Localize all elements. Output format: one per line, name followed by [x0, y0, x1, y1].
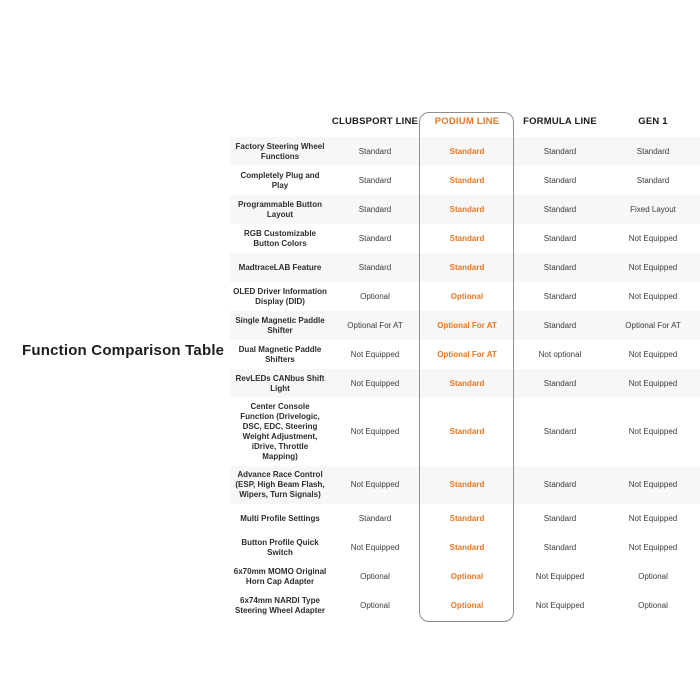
column-header-podium-line: PODIUM LINE — [434, 115, 500, 127]
cell-clubsport-line-value: Not Equipped — [350, 427, 400, 436]
cell-clubsport-line-value: Standard — [358, 175, 392, 185]
feature-label: Completely Plug and Play — [240, 170, 320, 190]
cell-formula-line-value: Standard — [543, 146, 577, 156]
cell-formula-line-value: Not Equipped — [535, 600, 585, 610]
table-row — [230, 282, 700, 311]
table-row — [230, 562, 700, 591]
cell-podium-line-value: Standard — [449, 146, 485, 156]
table-body — [230, 137, 700, 620]
cell-gen-1-value: Optional — [638, 571, 668, 581]
cell-clubsport-line-value: Optional — [360, 571, 390, 581]
feature-label: Dual Magnetic Paddle Shifters — [238, 344, 322, 364]
page-title: Function Comparison Table — [22, 342, 225, 359]
cell-formula-line-value: Standard — [543, 320, 577, 330]
cell-gen-1-value: Optional — [638, 600, 668, 610]
cell-clubsport-line-value: Not Equipped — [350, 378, 400, 388]
cell-gen-1-value: Not Equipped — [628, 262, 678, 272]
cell-gen-1-value: Optional For AT — [625, 320, 681, 330]
table-row — [230, 504, 700, 533]
cell-podium-line-value: Standard — [449, 175, 485, 185]
table-header-row — [230, 105, 700, 137]
cell-clubsport-line-value: Not Equipped — [350, 542, 400, 552]
cell-gen-1-value: Not Equipped — [628, 378, 678, 388]
cell-formula-line-value: Standard — [543, 378, 577, 388]
cell-podium-line-value: Standard — [449, 542, 485, 552]
cell-formula-line-value: Not optional — [538, 349, 582, 359]
cell-podium-line-value: Optional — [450, 291, 484, 301]
table-row — [230, 533, 700, 562]
table-row — [230, 224, 700, 253]
cell-clubsport-line-value: Not Equipped — [350, 349, 400, 359]
feature-label: Button Profile Quick Switch — [241, 537, 319, 557]
feature-label: 6x74mm NARDI Type Steering Wheel Adapter — [235, 595, 325, 615]
cell-formula-line-value: Standard — [543, 204, 577, 214]
table-row — [230, 253, 700, 282]
cell-podium-line-value: Optional For AT — [437, 349, 497, 359]
cell-podium-line-value: Standard — [449, 480, 485, 489]
feature-label: Single Magnetic Paddle Shifter — [235, 315, 325, 335]
table-row — [230, 166, 700, 195]
table-row — [230, 369, 700, 398]
cell-podium-line-value: Standard — [449, 262, 485, 272]
cell-formula-line-value: Standard — [543, 513, 577, 523]
cell-gen-1-value: Not Equipped — [628, 480, 678, 489]
cell-formula-line-value: Standard — [543, 542, 577, 552]
cell-gen-1-value: Not Equipped — [628, 233, 678, 243]
cell-clubsport-line-value: Standard — [358, 233, 392, 243]
feature-label: Programmable Button Layout — [237, 199, 322, 219]
feature-label: OLED Driver Information Display (DID) — [233, 286, 327, 306]
cell-formula-line-value: Not Equipped — [535, 571, 585, 581]
table-row — [230, 340, 700, 369]
cell-clubsport-line-value: Optional — [360, 600, 390, 610]
cell-clubsport-line-value: Standard — [358, 204, 392, 214]
cell-clubsport-line-value: Standard — [358, 146, 392, 156]
cell-gen-1-value: Not Equipped — [628, 513, 678, 523]
cell-formula-line-value: Standard — [543, 480, 577, 489]
table-row — [230, 137, 700, 166]
cell-clubsport-line-value: Optional For AT — [347, 320, 403, 330]
cell-podium-line-value: Optional For AT — [437, 320, 497, 330]
cell-podium-line-value: Standard — [449, 427, 485, 436]
cell-formula-line-value: Standard — [543, 175, 577, 185]
column-header-clubsport-line: CLUBSPORT LINE — [331, 115, 419, 127]
cell-gen-1-value: Standard — [636, 146, 670, 156]
feature-label: MadtraceLAB Feature — [238, 262, 322, 272]
cell-gen-1-value: Not Equipped — [628, 427, 678, 436]
feature-label: Advance Race Control (ESP, High Beam Flash, Wipers, Turn Signals) — [235, 470, 325, 499]
feature-label: Multi Profile Settings — [240, 513, 320, 523]
table-row — [230, 591, 700, 620]
cell-formula-line-value: Standard — [543, 427, 577, 436]
table-row — [230, 466, 700, 504]
feature-label: RGB Customizable Button Colors — [243, 228, 316, 248]
cell-podium-line-value: Standard — [449, 233, 485, 243]
comparison-table — [230, 105, 700, 620]
feature-label: Factory Steering Wheel Functions — [235, 141, 325, 161]
cell-podium-line-value: Standard — [449, 204, 485, 214]
feature-label: 6x70mm MOMO Original Horn Cap Adapter — [233, 566, 327, 586]
cell-podium-line-value: Standard — [449, 513, 485, 523]
cell-clubsport-line-value: Standard — [358, 262, 392, 272]
feature-label: RevLEDs CANbus Shift Light — [235, 373, 325, 393]
column-header-formula-line: FORMULA LINE — [523, 115, 597, 127]
cell-gen-1-value: Fixed Layout — [630, 204, 676, 214]
table-row — [230, 195, 700, 224]
cell-podium-line-value: Optional — [450, 600, 484, 610]
cell-clubsport-line-value: Not Equipped — [350, 480, 400, 489]
cell-formula-line-value: Standard — [543, 291, 577, 301]
cell-formula-line-value: Standard — [543, 262, 577, 272]
cell-gen-1-value: Not Equipped — [628, 349, 678, 359]
cell-gen-1-value: Not Equipped — [628, 542, 678, 552]
cell-clubsport-line-value: Optional — [360, 291, 390, 301]
cell-podium-line-value: Optional — [450, 571, 484, 581]
table-row — [230, 398, 700, 466]
cell-gen-1-value: Not Equipped — [628, 291, 678, 301]
cell-clubsport-line-value: Standard — [358, 513, 392, 523]
cell-podium-line-value: Standard — [449, 378, 485, 388]
table-row — [230, 311, 700, 340]
feature-label: Center Console Function (Drivelogic, DSC, EDC, Steering Weight Adjustment, iDrive, Throttle Mapping) — [240, 402, 320, 461]
column-header-gen-1: GEN 1 — [638, 115, 668, 127]
cell-gen-1-value: Standard — [636, 175, 670, 185]
cell-formula-line-value: Standard — [543, 233, 577, 243]
